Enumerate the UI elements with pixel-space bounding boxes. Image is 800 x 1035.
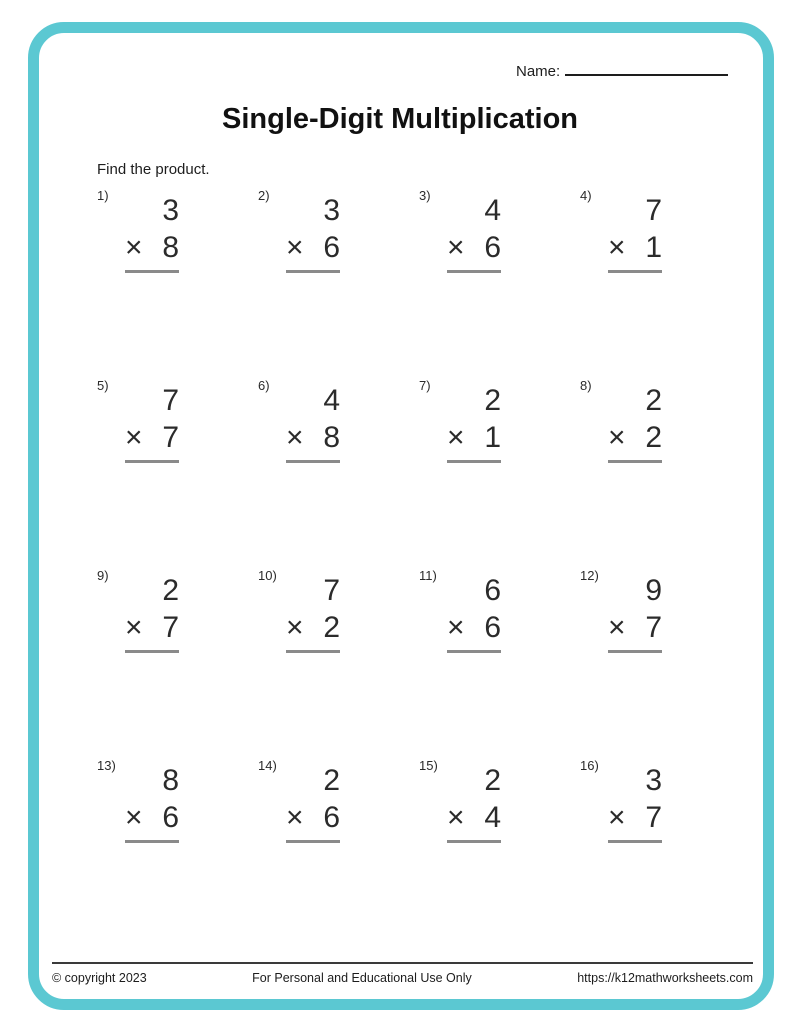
multiplier-row <box>125 420 179 456</box>
problem-number: 5) <box>97 378 109 393</box>
multiply-sign: × <box>125 801 143 834</box>
problem-number: 3) <box>419 188 431 203</box>
problem-number: 12) <box>580 568 599 583</box>
multiply-sign: × <box>447 421 465 454</box>
multiply-sign: × <box>286 801 304 834</box>
multiplier: 8 <box>162 231 179 264</box>
multiplier-row <box>608 230 662 266</box>
problem-number: 16) <box>580 758 599 773</box>
problem-number: 13) <box>97 758 116 773</box>
problem-number: 11) <box>419 568 437 583</box>
problem-body <box>608 194 662 273</box>
problem-1 <box>97 188 258 378</box>
page-title: Single-Digit Multiplication <box>221 103 579 135</box>
multiplicand: 7 <box>645 194 662 227</box>
footer-url: https://k12mathworksheets.com <box>577 971 753 985</box>
multiplier-row <box>608 800 662 836</box>
instruction-text: Find the product. <box>97 161 210 178</box>
multiplicand: 6 <box>484 574 501 607</box>
multiplier: 6 <box>323 801 340 834</box>
multiplicand: 7 <box>162 384 179 417</box>
problem-4 <box>580 188 741 378</box>
answer-line <box>447 270 501 273</box>
multiplicand: 2 <box>645 384 662 417</box>
problem-body <box>608 764 662 843</box>
problem-10 <box>258 568 419 758</box>
multiplier: 2 <box>645 421 662 454</box>
multiply-sign: × <box>608 231 626 264</box>
problem-body <box>286 764 340 843</box>
multiply-sign: × <box>125 421 143 454</box>
problem-body <box>608 384 662 463</box>
multiplier: 7 <box>162 421 179 454</box>
name-blank-line <box>565 60 728 76</box>
multiplicand: 2 <box>162 574 179 607</box>
multiplier: 6 <box>323 231 340 264</box>
answer-line <box>125 460 179 463</box>
problem-number: 9) <box>97 568 109 583</box>
multiplier: 6 <box>484 231 501 264</box>
problem-12 <box>580 568 741 758</box>
multiplicand: 7 <box>323 574 340 607</box>
problem-number: 4) <box>580 188 592 203</box>
multiplicand: 2 <box>323 764 340 797</box>
problem-body <box>447 384 501 463</box>
footer-divider <box>52 962 753 964</box>
name-label: Name: <box>516 63 561 80</box>
multiplier-row <box>447 610 501 646</box>
multiplier-row <box>286 800 340 836</box>
multiplier-row <box>286 610 340 646</box>
problem-8 <box>580 378 741 568</box>
multiply-sign: × <box>125 231 143 264</box>
multiplier-row <box>447 420 501 456</box>
multiply-sign: × <box>286 231 304 264</box>
multiplicand: 2 <box>484 764 501 797</box>
multiply-sign: × <box>286 611 304 644</box>
answer-line <box>125 840 179 843</box>
multiplier: 1 <box>645 231 662 264</box>
multiplier: 7 <box>162 611 179 644</box>
name-field <box>516 60 728 80</box>
multiplicand: 4 <box>323 384 340 417</box>
multiplier-row <box>125 800 179 836</box>
multiplier: 8 <box>323 421 340 454</box>
multiply-sign: × <box>608 801 626 834</box>
multiply-sign: × <box>608 611 626 644</box>
problem-2 <box>258 188 419 378</box>
problem-body <box>286 574 340 653</box>
problem-7 <box>419 378 580 568</box>
problem-16 <box>580 758 741 948</box>
multiplier: 7 <box>645 801 662 834</box>
multiplicand: 4 <box>484 194 501 227</box>
multiplier-row <box>608 420 662 456</box>
problem-15 <box>419 758 580 948</box>
problem-body <box>447 574 501 653</box>
problem-number: 7) <box>419 378 431 393</box>
problem-14 <box>258 758 419 948</box>
multiplier: 7 <box>645 611 662 644</box>
problem-5 <box>97 378 258 568</box>
answer-line <box>125 270 179 273</box>
answer-line <box>125 650 179 653</box>
problem-number: 2) <box>258 188 270 203</box>
multiplier: 6 <box>162 801 179 834</box>
multiplicand: 3 <box>645 764 662 797</box>
problem-number: 15) <box>419 758 438 773</box>
problem-body <box>286 384 340 463</box>
multiply-sign: × <box>447 611 465 644</box>
multiply-sign: × <box>125 611 143 644</box>
footer <box>52 971 753 985</box>
problem-13 <box>97 758 258 948</box>
multiplicand: 8 <box>162 764 179 797</box>
footer-copyright: © copyright 2023 <box>52 971 147 985</box>
problem-body <box>286 194 340 273</box>
problem-11 <box>419 568 580 758</box>
answer-line <box>608 270 662 273</box>
multiplier-row <box>286 230 340 266</box>
problem-body <box>125 194 179 273</box>
problem-number: 8) <box>580 378 592 393</box>
multiplicand: 3 <box>162 194 179 227</box>
multiply-sign: × <box>447 231 465 264</box>
answer-line <box>608 650 662 653</box>
answer-line <box>608 840 662 843</box>
footer-usage: For Personal and Educational Use Only <box>252 971 472 985</box>
multiplier-row <box>286 420 340 456</box>
multiplier: 2 <box>323 611 340 644</box>
problem-body <box>447 194 501 273</box>
problem-number: 10) <box>258 568 277 583</box>
multiplier-row <box>447 800 501 836</box>
problem-number: 14) <box>258 758 277 773</box>
multiplier-row <box>125 230 179 266</box>
answer-line <box>608 460 662 463</box>
answer-line <box>286 650 340 653</box>
problem-body <box>125 574 179 653</box>
answer-line <box>286 460 340 463</box>
answer-line <box>447 840 501 843</box>
multiplicand: 2 <box>484 384 501 417</box>
problem-number: 6) <box>258 378 270 393</box>
multiplicand: 3 <box>323 194 340 227</box>
answer-line <box>286 270 340 273</box>
multiplier-row <box>125 610 179 646</box>
answer-line <box>447 460 501 463</box>
problem-body <box>125 384 179 463</box>
problem-9 <box>97 568 258 758</box>
multiplier: 6 <box>484 611 501 644</box>
problem-body <box>125 764 179 843</box>
problems-grid <box>97 188 741 948</box>
multiply-sign: × <box>447 801 465 834</box>
problem-3 <box>419 188 580 378</box>
answer-line <box>286 840 340 843</box>
multiplier: 1 <box>484 421 501 454</box>
multiplier-row <box>608 610 662 646</box>
problem-number: 1) <box>97 188 109 203</box>
problem-body <box>447 764 501 843</box>
multiply-sign: × <box>608 421 626 454</box>
multiplier: 4 <box>484 801 501 834</box>
multiply-sign: × <box>286 421 304 454</box>
multiplier-row <box>447 230 501 266</box>
problem-body <box>608 574 662 653</box>
multiplicand: 9 <box>645 574 662 607</box>
problem-6 <box>258 378 419 568</box>
answer-line <box>447 650 501 653</box>
